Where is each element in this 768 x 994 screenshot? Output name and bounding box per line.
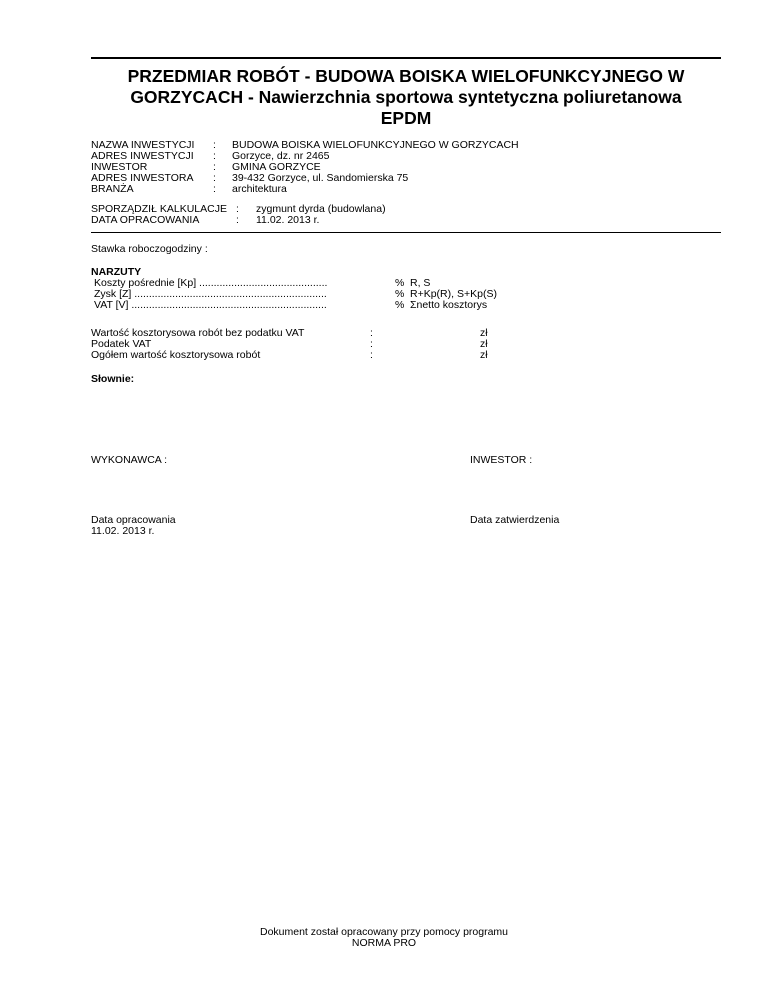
- total-label: Podatek VAT: [91, 338, 152, 350]
- title-line-2: GORZYCACH - Nawierzchnia sportowa syntetyczna poliuretanowa: [130, 87, 682, 107]
- info-label: ADRES INWESTORA: [91, 172, 194, 184]
- prepared-separator: :: [236, 203, 239, 215]
- total-separator: :: [370, 349, 373, 361]
- title-line-3: EPDM: [380, 108, 432, 128]
- surcharge-basis: Σnetto kosztorys: [410, 299, 488, 311]
- total-unit: zł: [480, 349, 488, 361]
- total-separator: :: [370, 338, 373, 350]
- prepared-info: [91, 203, 721, 227]
- info-label: BRANŻA: [91, 183, 134, 195]
- surcharges-section: [91, 266, 721, 314]
- info-value: GMINA GORZYCE: [232, 161, 321, 173]
- footer-line-1: Dokument został opracowany przy pomocy programu: [259, 926, 509, 938]
- info-separator: :: [213, 139, 216, 151]
- surcharge-label: Koszty pośrednie [Kp] ............................................: [94, 277, 328, 289]
- totals-section: [91, 327, 721, 363]
- top-rule: [91, 57, 721, 59]
- surcharge-percent: %: [395, 288, 405, 300]
- prepared-separator: :: [236, 214, 239, 226]
- info-separator: :: [213, 183, 216, 195]
- total-unit: zł: [480, 338, 488, 350]
- investment-info: [91, 139, 721, 199]
- in-words-label: Słownie:: [91, 373, 135, 385]
- total-label: Wartość kosztorysowa robót bez podatku VAT: [91, 327, 305, 339]
- footer-line-2: NORMA PRO: [351, 937, 417, 949]
- info-label: NAZWA INWESTYCJI: [91, 139, 195, 151]
- info-value: architektura: [232, 183, 287, 195]
- title-line-1: PRZEDMIAR ROBÓT - BUDOWA BOISKA WIELOFUNKCYJNEGO W: [127, 66, 685, 86]
- prepared-value: zygmunt dyrda (budowlana): [256, 203, 386, 215]
- section-rule: [91, 232, 721, 233]
- preparation-date-label: Data opracowania: [91, 514, 176, 526]
- info-value: BUDOWA BOISKA WIELOFUNKCYJNEGO W GORZYCACH: [232, 139, 519, 151]
- surcharge-percent: %: [395, 299, 405, 311]
- info-separator: :: [213, 150, 216, 162]
- prepared-value: 11.02. 2013 r.: [256, 214, 320, 226]
- surcharge-label: Zysk [Z] ..................................................................: [94, 288, 327, 300]
- surcharges-heading: NARZUTY: [91, 266, 142, 278]
- info-label: ADRES INWESTYCJI: [91, 150, 194, 162]
- info-label: INWESTOR: [91, 161, 148, 173]
- info-value: Gorzyce, dz. nr 2465: [232, 150, 330, 162]
- total-unit: zł: [480, 327, 488, 339]
- preparation-date-value: 11.02. 2013 r.: [91, 525, 155, 537]
- info-separator: :: [213, 172, 216, 184]
- document-title: [91, 66, 721, 129]
- prepared-label: DATA OPRACOWANIA: [91, 214, 200, 226]
- surcharge-label: VAT [V] ...................................................................: [94, 299, 327, 311]
- prepared-label: SPORZĄDZIŁ KALKULACJE: [91, 203, 227, 215]
- labour-rate: Stawka roboczogodziny :: [91, 243, 208, 255]
- info-value: 39-432 Gorzyce, ul. Sandomierska 75: [232, 172, 409, 184]
- surcharge-percent: %: [395, 277, 405, 289]
- contractor-label: WYKONAWCA :: [91, 454, 168, 466]
- approval-date-label: Data zatwierdzenia: [470, 514, 560, 526]
- total-separator: :: [370, 327, 373, 339]
- info-separator: :: [213, 161, 216, 173]
- surcharge-basis: R, S: [410, 277, 431, 289]
- surcharge-basis: R+Kp(R), S+Kp(S): [410, 288, 497, 300]
- investor-label: INWESTOR :: [470, 454, 533, 466]
- total-label: Ogółem wartość kosztorysowa robót: [91, 349, 261, 361]
